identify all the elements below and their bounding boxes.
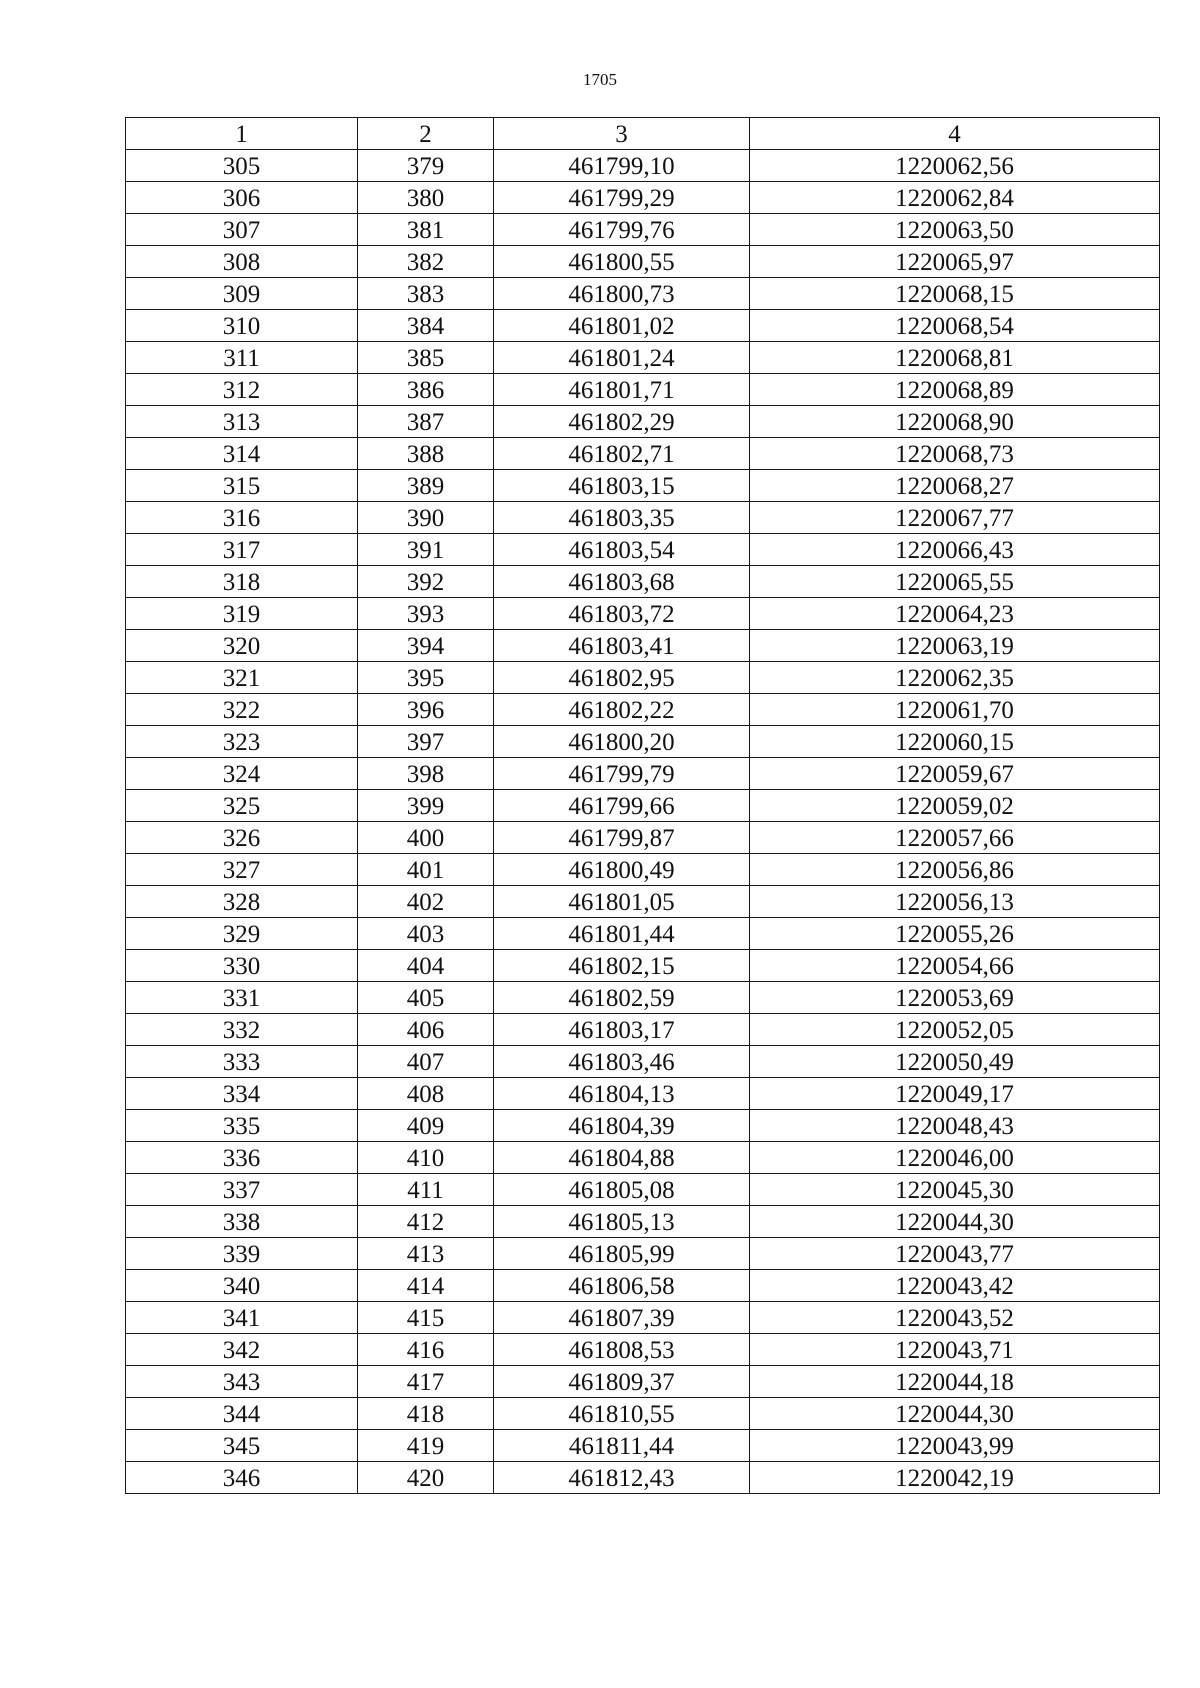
table-row bbox=[126, 1206, 1160, 1238]
table-row bbox=[126, 1366, 1160, 1398]
table-row bbox=[126, 342, 1160, 374]
table-row bbox=[126, 950, 1160, 982]
table-cell-col-3: 461803,72 bbox=[494, 598, 750, 630]
column-header-2: 2 bbox=[358, 118, 494, 150]
table-row bbox=[126, 310, 1160, 342]
table-cell-col-1: 312 bbox=[126, 374, 358, 406]
table-cell-col-1: 323 bbox=[126, 726, 358, 758]
table-cell-col-2: 381 bbox=[358, 214, 494, 246]
table-cell-col-4: 1220068,15 bbox=[750, 278, 1160, 310]
table-cell-col-4: 1220052,05 bbox=[750, 1014, 1160, 1046]
table-cell-col-3: 461801,02 bbox=[494, 310, 750, 342]
table-row bbox=[126, 502, 1160, 534]
table-cell-col-2: 409 bbox=[358, 1110, 494, 1142]
table-cell-col-4: 1220060,15 bbox=[750, 726, 1160, 758]
table-cell-col-2: 385 bbox=[358, 342, 494, 374]
table-cell-col-3: 461803,41 bbox=[494, 630, 750, 662]
table-cell-col-1: 320 bbox=[126, 630, 358, 662]
table-cell-col-2: 417 bbox=[358, 1366, 494, 1398]
table-cell-col-2: 383 bbox=[358, 278, 494, 310]
table-row bbox=[126, 790, 1160, 822]
table-cell-col-1: 317 bbox=[126, 534, 358, 566]
table-row bbox=[126, 1398, 1160, 1430]
table-row bbox=[126, 982, 1160, 1014]
table-cell-col-1: 315 bbox=[126, 470, 358, 502]
table-cell-col-3: 461802,29 bbox=[494, 406, 750, 438]
table-cell-col-4: 1220057,66 bbox=[750, 822, 1160, 854]
table-cell-col-4: 1220044,30 bbox=[750, 1398, 1160, 1430]
table-cell-col-1: 344 bbox=[126, 1398, 358, 1430]
table-cell-col-1: 342 bbox=[126, 1334, 358, 1366]
table-cell-col-3: 461802,59 bbox=[494, 982, 750, 1014]
table-cell-col-4: 1220046,00 bbox=[750, 1142, 1160, 1174]
table-cell-col-4: 1220067,77 bbox=[750, 502, 1160, 534]
table-cell-col-4: 1220043,99 bbox=[750, 1430, 1160, 1462]
table-cell-col-4: 1220049,17 bbox=[750, 1078, 1160, 1110]
table-row bbox=[126, 886, 1160, 918]
table-cell-col-1: 332 bbox=[126, 1014, 358, 1046]
table-cell-col-4: 1220059,02 bbox=[750, 790, 1160, 822]
table-row bbox=[126, 406, 1160, 438]
table-cell-col-2: 382 bbox=[358, 246, 494, 278]
table-cell-col-1: 307 bbox=[126, 214, 358, 246]
table-cell-col-1: 328 bbox=[126, 886, 358, 918]
table-cell-col-2: 402 bbox=[358, 886, 494, 918]
table-row bbox=[126, 1142, 1160, 1174]
table-cell-col-3: 461800,49 bbox=[494, 854, 750, 886]
table-cell-col-3: 461810,55 bbox=[494, 1398, 750, 1430]
table-cell-col-4: 1220042,19 bbox=[750, 1462, 1160, 1494]
table-cell-col-1: 340 bbox=[126, 1270, 358, 1302]
table-cell-col-4: 1220053,69 bbox=[750, 982, 1160, 1014]
column-header-4: 4 bbox=[750, 118, 1160, 150]
table-cell-col-1: 331 bbox=[126, 982, 358, 1014]
table-cell-col-3: 461806,58 bbox=[494, 1270, 750, 1302]
table-row bbox=[126, 1430, 1160, 1462]
table-cell-col-2: 401 bbox=[358, 854, 494, 886]
table-cell-col-4: 1220065,55 bbox=[750, 566, 1160, 598]
column-header-3: 3 bbox=[494, 118, 750, 150]
table-cell-col-3: 461802,15 bbox=[494, 950, 750, 982]
table-row bbox=[126, 214, 1160, 246]
table-cell-col-3: 461804,88 bbox=[494, 1142, 750, 1174]
table-cell-col-4: 1220054,66 bbox=[750, 950, 1160, 982]
table-cell-col-2: 416 bbox=[358, 1334, 494, 1366]
table-cell-col-3: 461803,15 bbox=[494, 470, 750, 502]
table-cell-col-3: 461803,17 bbox=[494, 1014, 750, 1046]
table-cell-col-1: 339 bbox=[126, 1238, 358, 1270]
table-row bbox=[126, 1302, 1160, 1334]
table-cell-col-3: 461804,13 bbox=[494, 1078, 750, 1110]
table-cell-col-4: 1220045,30 bbox=[750, 1174, 1160, 1206]
table-cell-col-1: 316 bbox=[126, 502, 358, 534]
table-cell-col-2: 410 bbox=[358, 1142, 494, 1174]
table-cell-col-1: 327 bbox=[126, 854, 358, 886]
table-cell-col-3: 461809,37 bbox=[494, 1366, 750, 1398]
table-row bbox=[126, 854, 1160, 886]
table-header-row bbox=[126, 118, 1160, 150]
table-cell-col-3: 461805,99 bbox=[494, 1238, 750, 1270]
table-cell-col-4: 1220043,71 bbox=[750, 1334, 1160, 1366]
table-cell-col-2: 414 bbox=[358, 1270, 494, 1302]
table-cell-col-2: 397 bbox=[358, 726, 494, 758]
table-cell-col-4: 1220068,54 bbox=[750, 310, 1160, 342]
table-row bbox=[126, 726, 1160, 758]
table-row bbox=[126, 1078, 1160, 1110]
table-cell-col-3: 461799,79 bbox=[494, 758, 750, 790]
table-cell-col-2: 391 bbox=[358, 534, 494, 566]
table-row bbox=[126, 278, 1160, 310]
table-cell-col-1: 341 bbox=[126, 1302, 358, 1334]
table-row bbox=[126, 470, 1160, 502]
table-cell-col-2: 389 bbox=[358, 470, 494, 502]
table-cell-col-4: 1220044,18 bbox=[750, 1366, 1160, 1398]
table-cell-col-3: 461812,43 bbox=[494, 1462, 750, 1494]
table-cell-col-2: 393 bbox=[358, 598, 494, 630]
table-cell-col-3: 461801,24 bbox=[494, 342, 750, 374]
table-cell-col-4: 1220044,30 bbox=[750, 1206, 1160, 1238]
table-row bbox=[126, 630, 1160, 662]
table-row bbox=[126, 182, 1160, 214]
table-row bbox=[126, 918, 1160, 950]
table-cell-col-3: 461800,55 bbox=[494, 246, 750, 278]
table-row bbox=[126, 438, 1160, 470]
table-cell-col-1: 321 bbox=[126, 662, 358, 694]
table-row bbox=[126, 150, 1160, 182]
table-cell-col-1: 306 bbox=[126, 182, 358, 214]
table-cell-col-3: 461800,73 bbox=[494, 278, 750, 310]
table-cell-col-2: 412 bbox=[358, 1206, 494, 1238]
table-cell-col-1: 326 bbox=[126, 822, 358, 854]
table-cell-col-2: 406 bbox=[358, 1014, 494, 1046]
table-cell-col-4: 1220061,70 bbox=[750, 694, 1160, 726]
table-cell-col-1: 324 bbox=[126, 758, 358, 790]
table-cell-col-1: 322 bbox=[126, 694, 358, 726]
table-row bbox=[126, 694, 1160, 726]
table-cell-col-2: 395 bbox=[358, 662, 494, 694]
table-cell-col-4: 1220062,84 bbox=[750, 182, 1160, 214]
table-row bbox=[126, 1110, 1160, 1142]
table-cell-col-3: 461801,44 bbox=[494, 918, 750, 950]
table-cell-col-3: 461802,22 bbox=[494, 694, 750, 726]
table-cell-col-3: 461800,20 bbox=[494, 726, 750, 758]
table-cell-col-1: 309 bbox=[126, 278, 358, 310]
table-cell-col-2: 407 bbox=[358, 1046, 494, 1078]
table-cell-col-4: 1220068,73 bbox=[750, 438, 1160, 470]
table-cell-col-1: 333 bbox=[126, 1046, 358, 1078]
table-row bbox=[126, 1174, 1160, 1206]
table-cell-col-1: 345 bbox=[126, 1430, 358, 1462]
table-cell-col-3: 461805,13 bbox=[494, 1206, 750, 1238]
table-cell-col-1: 335 bbox=[126, 1110, 358, 1142]
table-cell-col-3: 461801,05 bbox=[494, 886, 750, 918]
table-cell-col-2: 398 bbox=[358, 758, 494, 790]
table-row bbox=[126, 822, 1160, 854]
table-cell-col-4: 1220043,77 bbox=[750, 1238, 1160, 1270]
table-row bbox=[126, 662, 1160, 694]
table-cell-col-3: 461799,10 bbox=[494, 150, 750, 182]
table-cell-col-1: 313 bbox=[126, 406, 358, 438]
table-cell-col-2: 396 bbox=[358, 694, 494, 726]
table-cell-col-2: 392 bbox=[358, 566, 494, 598]
table-cell-col-3: 461803,54 bbox=[494, 534, 750, 566]
table-body bbox=[126, 150, 1160, 1494]
table-cell-col-4: 1220068,27 bbox=[750, 470, 1160, 502]
table-row bbox=[126, 1014, 1160, 1046]
table-cell-col-1: 334 bbox=[126, 1078, 358, 1110]
table-row bbox=[126, 374, 1160, 406]
table-cell-col-2: 415 bbox=[358, 1302, 494, 1334]
table-cell-col-2: 400 bbox=[358, 822, 494, 854]
table-cell-col-3: 461802,71 bbox=[494, 438, 750, 470]
table-cell-col-2: 399 bbox=[358, 790, 494, 822]
table-cell-col-3: 461805,08 bbox=[494, 1174, 750, 1206]
table-cell-col-4: 1220043,52 bbox=[750, 1302, 1160, 1334]
table-cell-col-2: 390 bbox=[358, 502, 494, 534]
table-row bbox=[126, 1270, 1160, 1302]
table-cell-col-4: 1220056,13 bbox=[750, 886, 1160, 918]
table-cell-col-3: 461804,39 bbox=[494, 1110, 750, 1142]
table-cell-col-4: 1220062,56 bbox=[750, 150, 1160, 182]
table-cell-col-2: 405 bbox=[358, 982, 494, 1014]
table-cell-col-4: 1220068,81 bbox=[750, 342, 1160, 374]
table-cell-col-3: 461802,95 bbox=[494, 662, 750, 694]
table-cell-col-4: 1220043,42 bbox=[750, 1270, 1160, 1302]
table-cell-col-1: 336 bbox=[126, 1142, 358, 1174]
table-cell-col-3: 461803,68 bbox=[494, 566, 750, 598]
table-cell-col-2: 384 bbox=[358, 310, 494, 342]
table-cell-col-2: 418 bbox=[358, 1398, 494, 1430]
table-cell-col-4: 1220056,86 bbox=[750, 854, 1160, 886]
table-cell-col-3: 461803,46 bbox=[494, 1046, 750, 1078]
table-row bbox=[126, 566, 1160, 598]
table-cell-col-3: 461808,53 bbox=[494, 1334, 750, 1366]
table-cell-col-4: 1220063,19 bbox=[750, 630, 1160, 662]
table-row bbox=[126, 246, 1160, 278]
table-cell-col-4: 1220068,89 bbox=[750, 374, 1160, 406]
table-cell-col-1: 318 bbox=[126, 566, 358, 598]
table-cell-col-3: 461799,76 bbox=[494, 214, 750, 246]
table-cell-col-1: 311 bbox=[126, 342, 358, 374]
table-cell-col-4: 1220050,49 bbox=[750, 1046, 1160, 1078]
table-cell-col-2: 420 bbox=[358, 1462, 494, 1494]
table-row bbox=[126, 758, 1160, 790]
table-cell-col-2: 386 bbox=[358, 374, 494, 406]
table-cell-col-1: 343 bbox=[126, 1366, 358, 1398]
table-cell-col-1: 329 bbox=[126, 918, 358, 950]
table-row bbox=[126, 1334, 1160, 1366]
table-row bbox=[126, 1462, 1160, 1494]
table-cell-col-2: 379 bbox=[358, 150, 494, 182]
table-cell-col-4: 1220063,50 bbox=[750, 214, 1160, 246]
table-cell-col-3: 461803,35 bbox=[494, 502, 750, 534]
table-cell-col-4: 1220055,26 bbox=[750, 918, 1160, 950]
table-cell-col-1: 305 bbox=[126, 150, 358, 182]
table-cell-col-3: 461807,39 bbox=[494, 1302, 750, 1334]
table-cell-col-2: 404 bbox=[358, 950, 494, 982]
table-row bbox=[126, 534, 1160, 566]
table-cell-col-2: 388 bbox=[358, 438, 494, 470]
table-cell-col-1: 319 bbox=[126, 598, 358, 630]
table-cell-col-4: 1220059,67 bbox=[750, 758, 1160, 790]
page-number: 1705 bbox=[583, 70, 617, 89]
table-cell-col-1: 346 bbox=[126, 1462, 358, 1494]
table-cell-col-1: 337 bbox=[126, 1174, 358, 1206]
table-row bbox=[126, 598, 1160, 630]
table-cell-col-1: 330 bbox=[126, 950, 358, 982]
table-cell-col-2: 408 bbox=[358, 1078, 494, 1110]
table-cell-col-1: 310 bbox=[126, 310, 358, 342]
table-cell-col-2: 380 bbox=[358, 182, 494, 214]
table-cell-col-4: 1220062,35 bbox=[750, 662, 1160, 694]
table-cell-col-1: 338 bbox=[126, 1206, 358, 1238]
table-cell-col-1: 308 bbox=[126, 246, 358, 278]
table-cell-col-3: 461799,29 bbox=[494, 182, 750, 214]
table-cell-col-1: 314 bbox=[126, 438, 358, 470]
table-cell-col-4: 1220048,43 bbox=[750, 1110, 1160, 1142]
table-row bbox=[126, 1046, 1160, 1078]
table-cell-col-2: 403 bbox=[358, 918, 494, 950]
table-cell-col-2: 413 bbox=[358, 1238, 494, 1270]
table-cell-col-2: 411 bbox=[358, 1174, 494, 1206]
table-cell-col-2: 394 bbox=[358, 630, 494, 662]
table-cell-col-4: 1220066,43 bbox=[750, 534, 1160, 566]
table-cell-col-2: 387 bbox=[358, 406, 494, 438]
column-header-1: 1 bbox=[126, 118, 358, 150]
table-cell-col-3: 461799,87 bbox=[494, 822, 750, 854]
table-cell-col-4: 1220065,97 bbox=[750, 246, 1160, 278]
table-cell-col-4: 1220064,23 bbox=[750, 598, 1160, 630]
table-cell-col-1: 325 bbox=[126, 790, 358, 822]
table-row bbox=[126, 1238, 1160, 1270]
table-cell-col-4: 1220068,90 bbox=[750, 406, 1160, 438]
table-cell-col-3: 461811,44 bbox=[494, 1430, 750, 1462]
coordinates-table bbox=[125, 117, 1160, 1494]
table-cell-col-3: 461801,71 bbox=[494, 374, 750, 406]
table-cell-col-2: 419 bbox=[358, 1430, 494, 1462]
table-cell-col-3: 461799,66 bbox=[494, 790, 750, 822]
